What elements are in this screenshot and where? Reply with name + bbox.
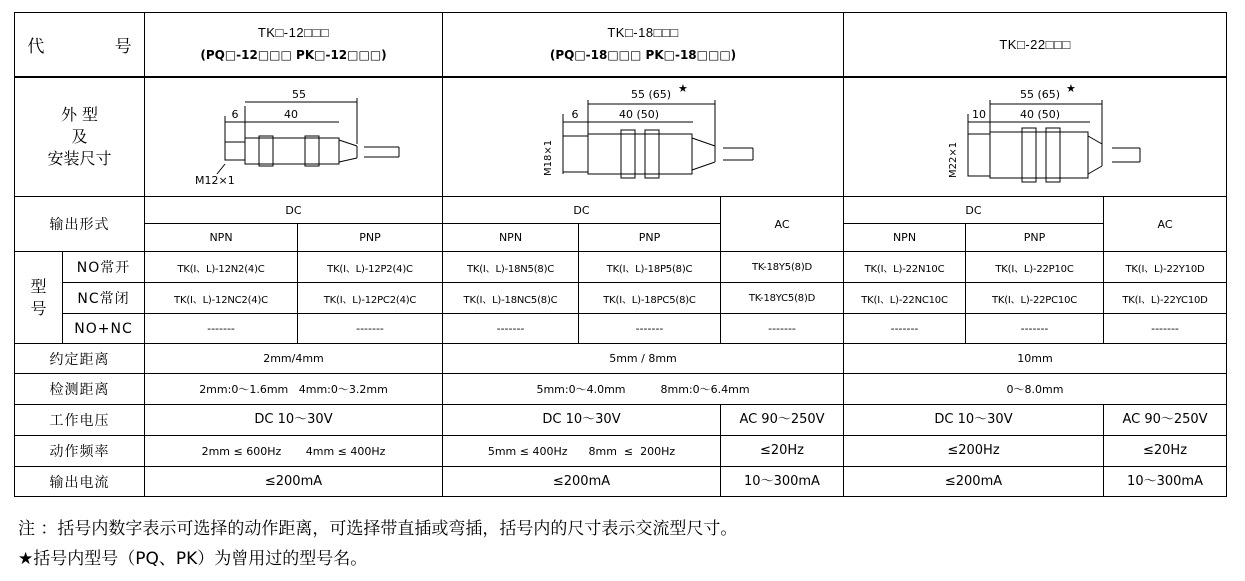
footnotes bbox=[18, 514, 737, 574]
value-cell: 2mm ≤ 600Hz 4mm ≤ 400Hz bbox=[145, 436, 443, 467]
output-form-label: 输出形式 bbox=[15, 197, 145, 252]
value-cell: 0～8.0mm bbox=[844, 374, 1227, 405]
current-row bbox=[15, 467, 1227, 497]
value-cell: AC 90～250V bbox=[721, 405, 844, 436]
model-cell: TK(I、L)-22N10C bbox=[844, 252, 966, 283]
value-cell: 5mm / 8mm bbox=[443, 344, 844, 374]
model-cell: TK(I、L)-22YC10D bbox=[1104, 283, 1227, 314]
detect-distance-row bbox=[15, 374, 1227, 405]
dim-body: 40 (50) bbox=[618, 107, 660, 121]
value-cell: 5mm:0～4.0mm 8mm:0～6.4mm bbox=[443, 374, 844, 405]
value-cell: 10mm bbox=[844, 344, 1227, 374]
model-cell: TK-18Y5(8)D bbox=[721, 252, 844, 283]
dim-head: 6 bbox=[231, 107, 238, 121]
model-cell: ------- bbox=[579, 314, 721, 344]
row-label: 检测距离 bbox=[15, 374, 145, 405]
model-cell: TK(I、L)-22NC10C bbox=[844, 283, 966, 314]
output-form-row bbox=[15, 197, 1227, 224]
drawing-tk18 bbox=[443, 77, 844, 197]
value-cell: 5mm ≤ 400Hz 8mm ≤ 200Hz bbox=[443, 436, 721, 467]
npn-header: NPN bbox=[145, 224, 298, 252]
row-label: 约定距离 bbox=[15, 344, 145, 374]
model-row-label: NC常闭 bbox=[63, 283, 145, 314]
value-cell: ≤200mA bbox=[443, 467, 721, 497]
dim-thread: M18×1 bbox=[543, 139, 554, 176]
model-cell: TK(I、L)-18NC5(8)C bbox=[443, 283, 579, 314]
dim-body: 40 (50) bbox=[1019, 107, 1061, 121]
star-mark: ★ bbox=[1066, 81, 1076, 95]
value-cell: 10～300mA bbox=[721, 467, 844, 497]
voltage-row bbox=[15, 405, 1227, 436]
value-cell: DC 10～30V bbox=[145, 405, 443, 436]
row-label: 输出电流 bbox=[15, 467, 145, 497]
model-cell: ------- bbox=[844, 314, 966, 344]
model-cell: TK(I、L)-22PC10C bbox=[966, 283, 1104, 314]
value-cell: ≤20Hz bbox=[721, 436, 844, 467]
row-label: 动作频率 bbox=[15, 436, 145, 467]
model-row-label: NO常开 bbox=[63, 252, 145, 283]
model-cell: ------- bbox=[145, 314, 298, 344]
dc-header: DC bbox=[844, 197, 1104, 224]
model-cell: ------- bbox=[443, 314, 579, 344]
dimension-drawing-m22 bbox=[844, 78, 1226, 196]
rated-distance-row bbox=[15, 344, 1227, 374]
header-tk12: TK□-12□□□ (PQ□-12□□□ PK□-12□□□) bbox=[145, 13, 443, 77]
dim-total: 55 bbox=[291, 87, 306, 101]
model-cell: ------- bbox=[721, 314, 844, 344]
model-cell: TK(I、L)-12P2(4)C bbox=[298, 252, 443, 283]
dc-header: DC bbox=[443, 197, 721, 224]
header-row bbox=[15, 13, 1227, 77]
dim-thread: M22×1 bbox=[948, 141, 960, 178]
model-cell: TK(I、L)-18P5(8)C bbox=[579, 252, 721, 283]
dim-body: 40 bbox=[283, 107, 298, 121]
npn-header: NPN bbox=[443, 224, 579, 252]
npn-header: NPN bbox=[844, 224, 966, 252]
value-cell: ≤200Hz bbox=[844, 436, 1104, 467]
model-cell: TK(I、L)-12NC2(4)C bbox=[145, 283, 298, 314]
dim-total: 55 (65) bbox=[630, 87, 672, 101]
model-cell: TK(I、L)-18N5(8)C bbox=[443, 252, 579, 283]
pnp-header: PNP bbox=[966, 224, 1104, 252]
dim-thread: M12×1 bbox=[194, 173, 235, 187]
dim-head: 6 bbox=[571, 107, 579, 121]
model-cell: TK-18YC5(8)D bbox=[721, 283, 844, 314]
model-cell: ------- bbox=[1104, 314, 1227, 344]
model-cell: TK(I、L)-22P10C bbox=[966, 252, 1104, 283]
row-label: 工作电压 bbox=[15, 405, 145, 436]
dc-header: DC bbox=[145, 197, 443, 224]
model-row bbox=[15, 252, 1227, 283]
model-cell: TK(I、L)-18PC5(8)C bbox=[579, 283, 721, 314]
shape-label: 外 型 及 安装尺寸 bbox=[15, 77, 145, 197]
dimension-drawing-m12 bbox=[149, 78, 439, 196]
dim-total: 55 (65) bbox=[1019, 87, 1061, 101]
spec-table bbox=[14, 12, 1227, 497]
value-cell: ≤200mA bbox=[844, 467, 1104, 497]
value-cell: 10～300mA bbox=[1104, 467, 1227, 497]
dim-head: 10 bbox=[972, 107, 987, 121]
model-cell: TK(I、L)-12PC2(4)C bbox=[298, 283, 443, 314]
dimension-drawing-m18 bbox=[443, 78, 843, 196]
value-cell: AC 90～250V bbox=[1104, 405, 1227, 436]
value-cell: 2mm:0～1.6mm 4mm:0～3.2mm bbox=[145, 374, 443, 405]
frequency-row bbox=[15, 436, 1227, 467]
footnote-1: 注 ：括号内数字表示可选择的动作距离，可选择带直插或弯插，括号内的尺寸表示交流型尺寸。 bbox=[18, 519, 738, 539]
header-tk18: TK□-18□□□ (PQ□-18□□□ PK□-18□□□) bbox=[443, 13, 844, 77]
model-cell: TK(I、L)-12N2(4)C bbox=[145, 252, 298, 283]
ac-header: AC bbox=[721, 197, 844, 252]
star-mark: ★ bbox=[678, 81, 688, 95]
model-cell: ------- bbox=[966, 314, 1104, 344]
model-cell: TK(I、L)-22Y10D bbox=[1104, 252, 1227, 283]
value-cell: ≤200mA bbox=[145, 467, 443, 497]
header-label: 代 号 bbox=[15, 13, 145, 77]
drawing-tk12 bbox=[145, 77, 443, 197]
footnote-2: ★括号内型号（PQ、PK）为曾用过的型号名。 bbox=[18, 549, 368, 569]
ac-header: AC bbox=[1104, 197, 1227, 252]
npn-pnp-row bbox=[15, 224, 1227, 252]
value-cell: DC 10～30V bbox=[844, 405, 1104, 436]
value-cell: DC 10～30V bbox=[443, 405, 721, 436]
shape-row bbox=[15, 77, 1227, 197]
value-cell: ≤20Hz bbox=[1104, 436, 1227, 467]
model-cell: ------- bbox=[298, 314, 443, 344]
model-row bbox=[15, 283, 1227, 314]
model-label: 型号 bbox=[15, 252, 63, 344]
header-tk22: TK□-22□□□ bbox=[844, 13, 1227, 77]
model-row bbox=[15, 314, 1227, 344]
pnp-header: PNP bbox=[579, 224, 721, 252]
pnp-header: PNP bbox=[298, 224, 443, 252]
drawing-tk22 bbox=[844, 77, 1227, 197]
model-row-label: NO+NC bbox=[63, 314, 145, 344]
value-cell: 2mm/4mm bbox=[145, 344, 443, 374]
